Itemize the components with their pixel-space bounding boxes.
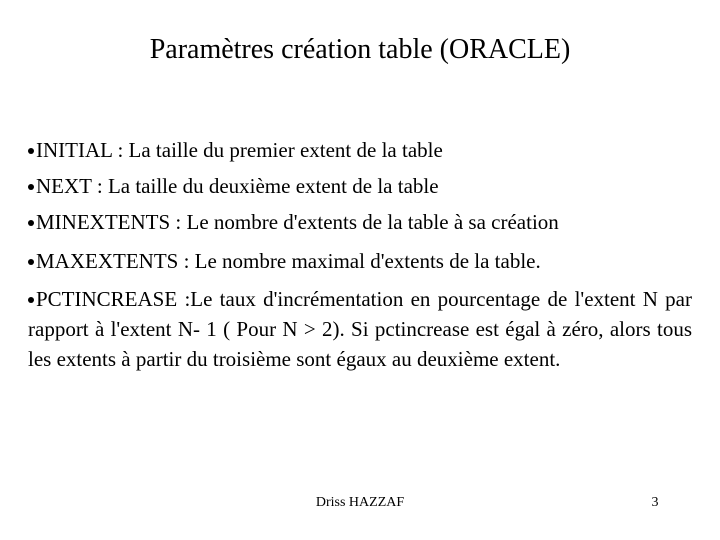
item-term: INITIAL [36,138,113,162]
slide-title: Paramètres création table (ORACLE) [149,34,571,65]
bullet-dot-icon [28,184,34,190]
item-description: : La taille du premier extent de la table [112,138,443,162]
footer-author: Driss HAZZAF [315,495,405,510]
item-term: NEXT [36,174,92,198]
bullet-dot-icon [28,259,34,265]
bullet-dot-icon [28,220,34,226]
item-term: MAXEXTENTS [36,249,179,273]
item-description: :Le taux d'incrémentation en pourcentage de l'extent N par rapport à l'extent N- 1 ( Pour N > 2). Si pctincrease est égal à zéro, alors tous les extents à partir du troisième sont égaux au deuxième extent. [28,287,692,371]
page-number: 3 [651,495,659,510]
item-description: : La taille du deuxième extent de la table [91,174,439,198]
item-term: PCTINCREASE [36,287,178,311]
item-description: : Le nombre d'extents de la table à sa création [170,210,559,234]
item-term: MINEXTENTS [36,210,171,234]
bullet-item-next [28,171,700,201]
bullet-dot-icon [28,297,34,303]
bullet-item-pctincrease [28,284,692,374]
bullet-item-initial [28,135,700,165]
item-description: : Le nombre maximal d'extents de la table. [178,249,541,273]
bullet-item-minextents [28,207,700,237]
bullet-dot-icon [28,148,34,154]
bullet-item-maxextents [28,246,700,276]
